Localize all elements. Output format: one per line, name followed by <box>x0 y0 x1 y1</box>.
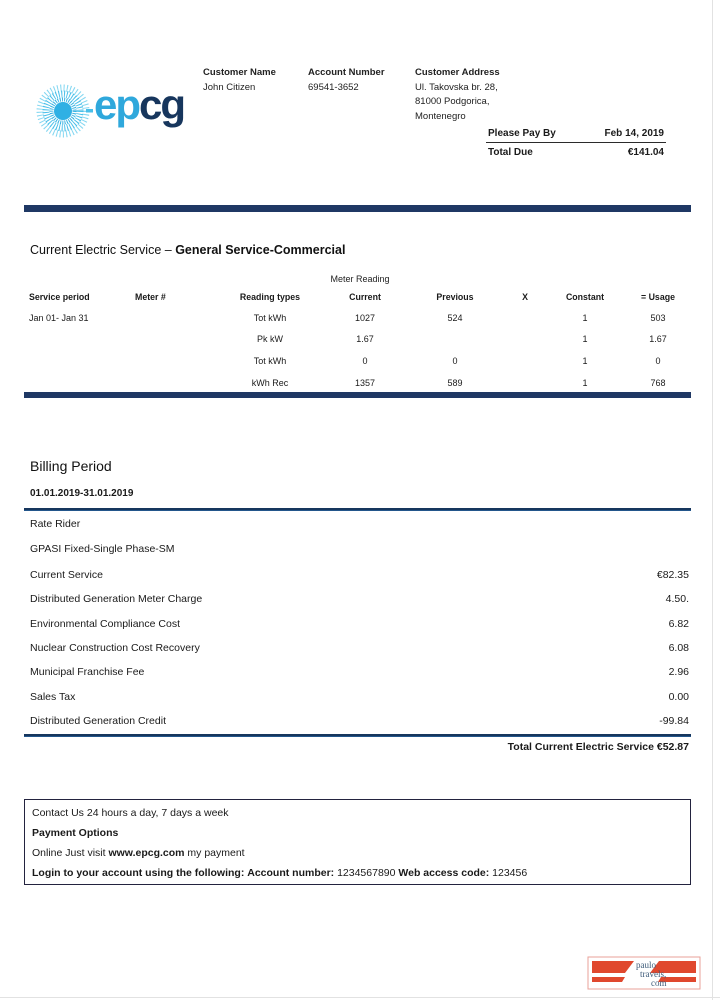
customer-name-label: Customer Name <box>203 67 276 78</box>
charge-row <box>24 587 691 611</box>
cell-constant: 1 <box>582 334 588 345</box>
charge-row <box>24 636 691 660</box>
cell-current: 1357 <box>354 377 376 388</box>
pay-by-date: Feb 14, 2019 <box>604 127 664 139</box>
cell-reading-type: Pk kW <box>257 334 283 345</box>
total-due-label: Total Due <box>488 146 533 158</box>
cell-usage: 503 <box>650 312 666 323</box>
customer-name-value: John Citizen <box>203 81 256 93</box>
cell-constant: 1 <box>582 312 588 323</box>
paulo-travels-logo-icon <box>587 954 703 992</box>
web-access-code-value: 123456 <box>489 867 528 879</box>
payment-options-label: Payment Options <box>32 827 119 839</box>
cell-constant: 1 <box>582 355 588 366</box>
charge-amount: 6.82 <box>668 617 689 630</box>
address-line-2: 81000 Podgorica, <box>415 96 490 107</box>
epcg-logo <box>26 70 186 154</box>
billing-period-dates: 01.01.2019-31.01.2019 <box>30 488 134 499</box>
payment-options-line <box>32 823 683 843</box>
contact-box <box>24 799 691 885</box>
login-prefix: Login to your account using the following: <box>32 867 248 879</box>
cell-reading-type: Tot kWh <box>253 312 287 323</box>
cell-service-period: Jan 01- Jan 31 <box>29 312 89 323</box>
col-usage: = Usage <box>641 292 675 302</box>
account-number-inline-value: 1234567890 <box>334 867 399 879</box>
charge-label: Municipal Franchise Fee <box>30 666 145 679</box>
login-info-line <box>32 863 683 883</box>
cell-previous: 524 <box>447 312 463 323</box>
charge-amount: 0.00 <box>668 690 689 703</box>
watermark-line3: com <box>651 978 667 988</box>
pay-by-row <box>486 124 666 143</box>
meter-table-row <box>24 307 691 329</box>
customer-name-block <box>203 66 276 95</box>
logo-wordmark <box>94 81 185 128</box>
billing-period-title: Billing Period <box>30 458 112 474</box>
page-edge-right <box>712 0 713 1000</box>
cell-constant: 1 <box>582 377 588 388</box>
meter-table-row <box>24 372 691 394</box>
meter-reading-caption: Meter Reading <box>330 274 390 284</box>
cell-usage: 1.67 <box>649 334 667 345</box>
meter-table-row <box>24 350 691 372</box>
cell-reading-type: Tot kWh <box>253 355 287 366</box>
charge-amount: -99.84 <box>659 714 689 727</box>
address-line-3: Montenegro <box>415 110 466 122</box>
meter-table-header <box>24 287 691 307</box>
cell-previous: 0 <box>452 355 458 366</box>
col-current: Current <box>349 292 381 302</box>
col-previous: Previous <box>436 292 474 302</box>
meter-reading-table <box>24 287 691 393</box>
epcg-url: www.epcg.com <box>108 847 185 859</box>
account-number-inline-label: Account number: <box>247 867 335 879</box>
payment-summary <box>486 124 666 161</box>
charge-amount: €82.35 <box>656 569 689 582</box>
service-title-regular: Current Electric Service – <box>30 243 176 257</box>
online-suffix: my payment <box>184 847 245 859</box>
page-edge-bottom <box>0 997 720 998</box>
cell-usage: 768 <box>650 377 666 388</box>
charge-amount: 2.96 <box>668 666 689 679</box>
charge-label: Current Service <box>30 569 103 582</box>
contact-hours-text: Contact Us 24 hours a day, 7 days a week <box>32 807 229 819</box>
charge-row <box>24 563 691 587</box>
customer-address-label: Customer Address <box>415 67 500 78</box>
total-due-row <box>486 143 666 161</box>
watermark-line1: paulo <box>636 960 656 970</box>
online-prefix: Online Just visit <box>32 847 109 859</box>
charge-label: Distributed Generation Credit <box>30 714 166 727</box>
cell-current: 1.67 <box>356 334 374 345</box>
section-divider-meter-bottom <box>24 392 691 398</box>
logo-cg-text: cg <box>139 81 185 128</box>
watermark-line2: travels, <box>640 969 667 979</box>
cell-reading-type: kWh Rec <box>251 377 289 388</box>
web-access-code-label: Web access code: <box>398 867 490 879</box>
rate-rider-label: Rate Rider <box>30 518 81 530</box>
service-section-title <box>30 243 345 257</box>
meter-table-row <box>24 329 691 351</box>
charge-label: Nuclear Construction Cost Recovery <box>30 642 200 655</box>
section-divider-top <box>24 205 691 212</box>
total-current-electric-service <box>24 741 691 753</box>
service-title-bold: General Service-Commercial <box>175 243 346 257</box>
online-payment-line <box>32 843 683 863</box>
charges-list <box>24 563 691 733</box>
col-constant: Constant <box>565 292 605 302</box>
charge-row <box>24 709 691 733</box>
logo-ep-text: ep <box>94 81 140 128</box>
customer-address-block <box>415 66 500 124</box>
contact-hours-line <box>32 803 683 823</box>
charge-amount: 6.08 <box>668 642 689 655</box>
total-divider <box>24 734 691 737</box>
address-line-1: Ul. Takovska br. 28, <box>415 81 498 93</box>
account-number-block <box>308 66 385 95</box>
cell-current: 0 <box>362 355 368 366</box>
charge-amount: 4.50. <box>665 593 689 606</box>
paulo-travels-watermark <box>587 954 703 992</box>
rate-plan-name: GPASI Fixed-Single Phase-SM <box>30 543 175 555</box>
col-meter-number: Meter # <box>135 292 166 302</box>
account-number-value: 69541-3652 <box>308 81 359 93</box>
account-number-label: Account Number <box>308 67 385 78</box>
col-reading-types: Reading types <box>239 292 301 302</box>
charge-label: Sales Tax <box>30 690 76 703</box>
pay-by-label: Please Pay By <box>488 127 556 139</box>
cell-usage: 0 <box>655 355 661 366</box>
charge-row <box>24 612 691 636</box>
cell-current: 1027 <box>354 312 376 323</box>
billing-divider <box>24 508 691 511</box>
cell-previous: 589 <box>447 377 463 388</box>
charge-label: Distributed Generation Meter Charge <box>30 593 203 606</box>
total-amount: €52.87 <box>656 741 689 753</box>
total-label: Total Current Electric Service <box>507 741 654 753</box>
charge-row <box>24 684 691 708</box>
total-due-amount: €141.04 <box>627 146 664 158</box>
col-service-period: Service period <box>29 292 90 302</box>
charge-label: Environmental Compliance Cost <box>30 617 180 630</box>
charge-row <box>24 660 691 684</box>
col-x: X <box>522 292 528 302</box>
